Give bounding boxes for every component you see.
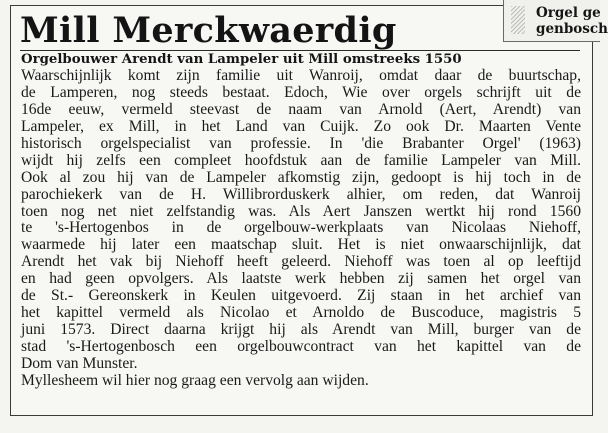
adjacent-headline-line-1: Orgel ge — [536, 5, 601, 21]
article-subtitle: Orgelbouwer Arendt van Lampeler uit Mill omstreeks 1550 — [21, 52, 462, 67]
body-line: stad 's-Hertogenbosch een orgelbouwcontract van het kapittel van de — [21, 338, 581, 355]
adjacent-article-fragment — [503, 0, 608, 42]
body-line: de Lamperen, nog steeds bestaat. Edoch, Wie over orgels schrijft uit de — [21, 83, 581, 101]
body-line: juni 1573. Direct daarna krijgt hij als Arendt van Mill, burger van de — [21, 321, 581, 339]
body-line: Ook al zou hij van de Lampeler afkomstig zijn, gedoopt is hij toch in de — [21, 168, 581, 186]
body-line: 16de eeuw, vermeld steevast de naam van Arnold (Aert, Arendt) van — [21, 100, 581, 118]
article-body — [21, 68, 591, 390]
body-line: het kapittel vermeld als Nicolao et Arnoldo de Buscoduce, magistris 5 — [21, 304, 581, 322]
body-line: Lampeler, ex Mill, in het Land van Cuijk. Zo ook Dr. Maarten Vente — [21, 117, 581, 135]
body-line: en had geen opvolgers. Als laatste werk hebben zij samen het orgel van — [21, 270, 581, 288]
adjacent-headline-line-2: genbosch — [536, 21, 608, 37]
body-line: wijdt hij zelfs een compleet hoofdstuk aan de familie Lampeler van Mill. — [21, 151, 581, 169]
body-line: toen nog net niet zelfstandig was. Als Aert Janszen wertkt hij rond 1560 — [21, 202, 581, 220]
body-line: de St.- Gereonskerk in Keulen uitgevoerd. Zij staan in het archief van — [21, 287, 581, 305]
body-line: waarmede hij later een maatschap sluit. Het is niet onwaarschijnlijk, dat — [21, 236, 581, 254]
body-line: parochiekerk van de H. Willibrorduskerk alhier, om reden, dat Wanroij — [21, 185, 581, 203]
body-line: historisch orgelspecialist van professie. In 'die Brabanter Orgel' (1963) — [21, 134, 581, 152]
scan-texture-mark — [511, 6, 525, 34]
body-line: Waarschijnlijk komt zijn familie uit Wanroij, omdat daar de buurtschap, — [21, 67, 581, 84]
body-line: Arendt het vak bij Niehoff heeft geleerd. Niehoff was toen al op leeftijd — [21, 253, 581, 271]
body-line-closing: Myllesheem wil hier nog graag een vervolg aan wijden. — [21, 371, 369, 389]
body-line: te 's-Hertogenbos in de orgelbouw-werkplaats van Nicolaas Niehoff, — [21, 219, 581, 237]
article-headline: Mill Merckwaerdig — [20, 10, 397, 51]
body-line: Dom van Munster. — [21, 354, 138, 372]
